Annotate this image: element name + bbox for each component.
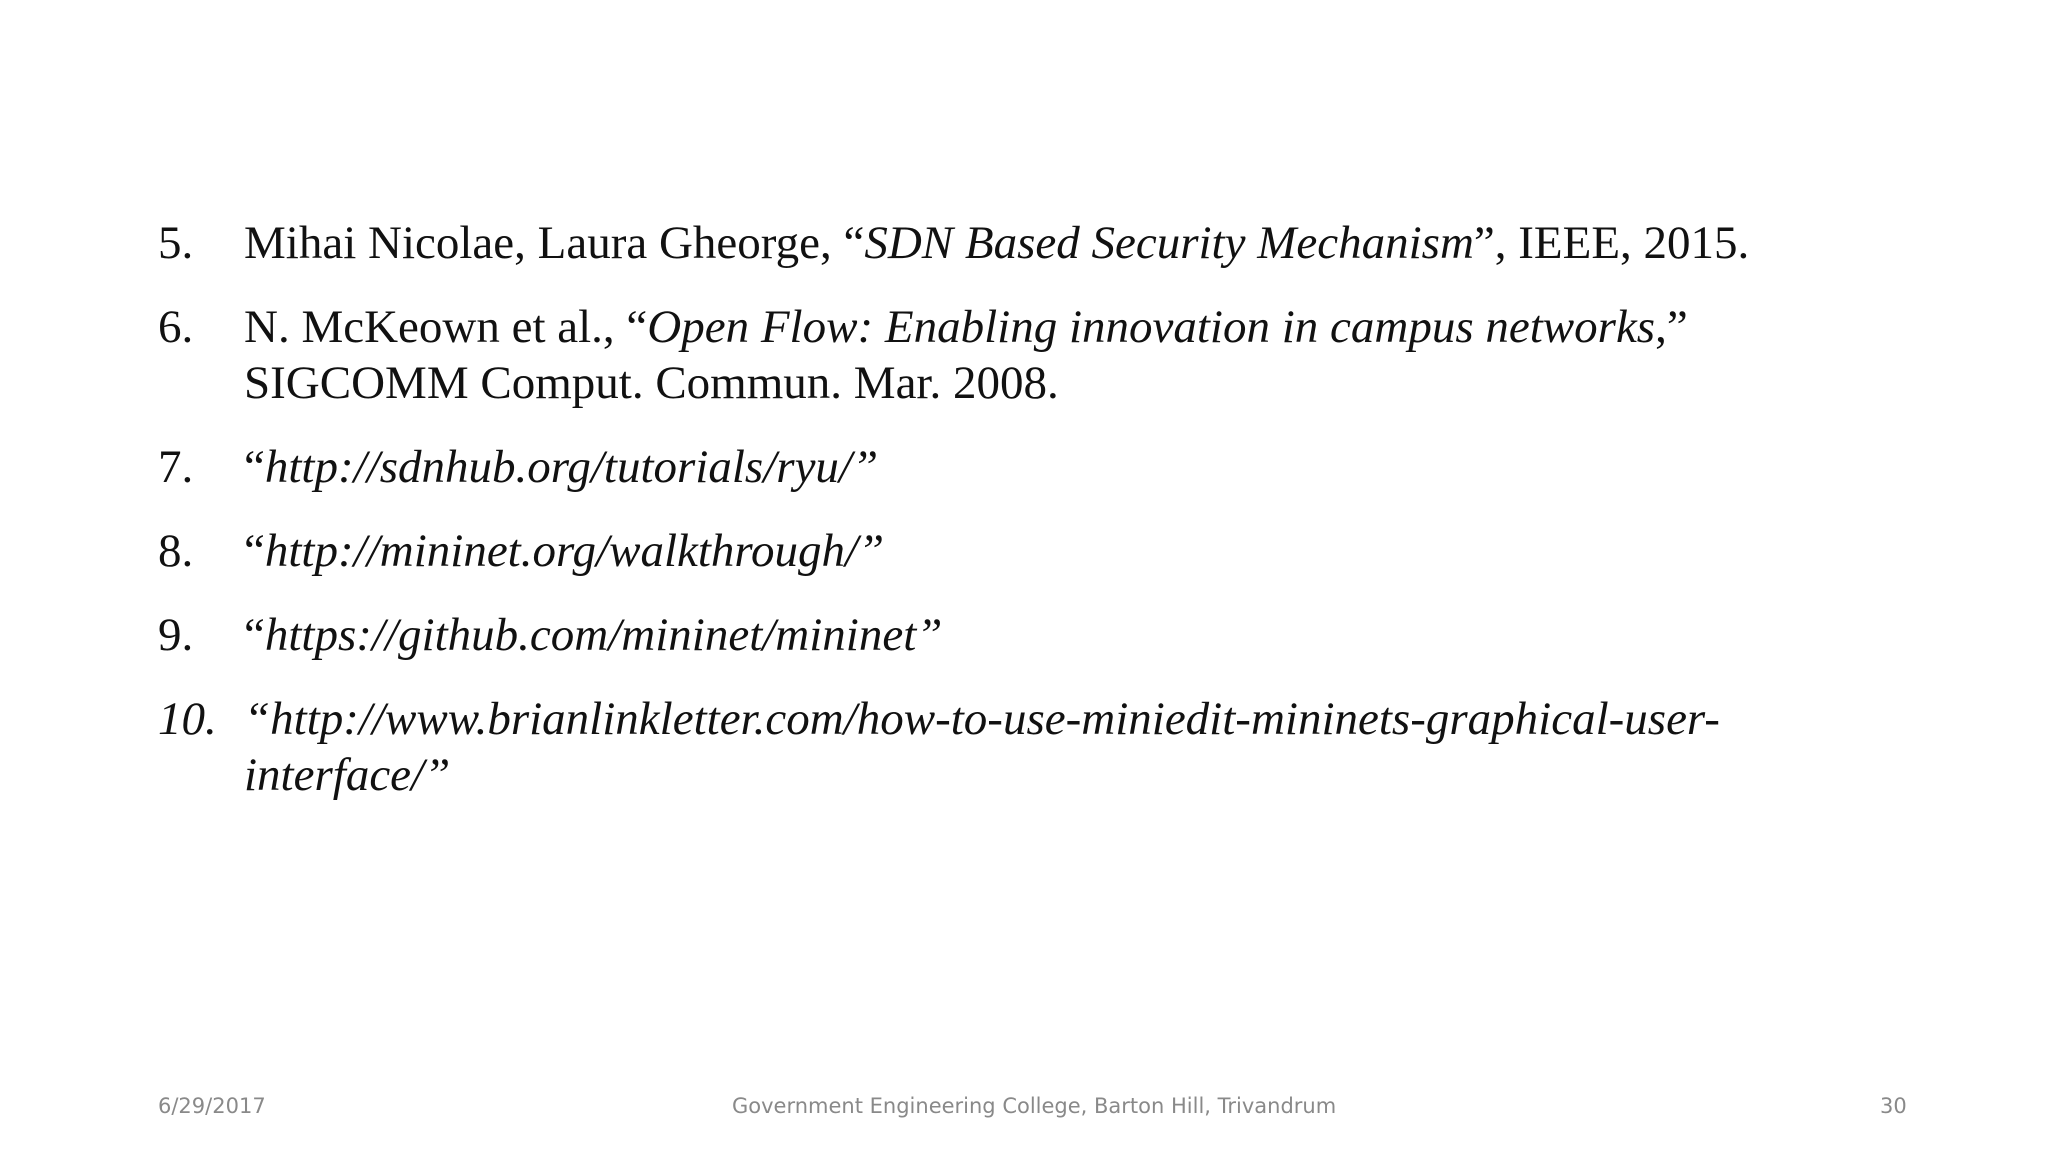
- reference-url: “http://www.brianlinkletter.com/how-to-use-miniedit-mininets-graphical-user-interface/”: [244, 693, 1720, 801]
- reference-item-7: [158, 439, 1918, 495]
- reference-url: http://mininet.org/walkthrough/”: [264, 525, 885, 577]
- reference-item-6: [158, 299, 1918, 411]
- footer-date: 6/29/2017: [158, 1094, 266, 1118]
- reference-text: “: [244, 609, 265, 661]
- reference-number: 9.: [158, 609, 194, 661]
- reference-number: 8.: [158, 525, 194, 577]
- reference-text: “: [244, 441, 265, 493]
- reference-url: http://sdnhub.org/tutorials/ryu/”: [264, 441, 879, 493]
- reference-number: 5.: [158, 217, 194, 269]
- reference-text: N. McKeown et al., “: [244, 301, 648, 353]
- reference-item-10: [158, 691, 1918, 803]
- reference-item-5: [158, 215, 1918, 271]
- reference-text: Mihai Nicolae, Laura Gheorge, “: [244, 217, 865, 269]
- slide-number: 30: [1880, 1094, 1907, 1118]
- reference-title: Open Flow: Enabling innovation in campus networks: [647, 301, 1656, 353]
- footer-institution: Government Engineering College, Barton Hill, Trivandrum: [732, 1094, 1337, 1118]
- reference-item-8: [158, 523, 1918, 579]
- reference-text: ”, IEEE, 2015.: [1473, 217, 1750, 269]
- reference-title: SDN Based Security Mechanism: [864, 217, 1474, 269]
- reference-number: 7.: [158, 441, 194, 493]
- reference-text: “: [244, 525, 265, 577]
- reference-number: 10.: [158, 693, 217, 745]
- reference-item-9: [158, 607, 1918, 663]
- reference-url: https://github.com/mininet/mininet”: [264, 609, 943, 661]
- reference-list: [158, 215, 1918, 831]
- reference-text: ,” SIGCOMM Comput. Commun. Mar. 2008.: [244, 301, 1688, 409]
- reference-number: 6.: [158, 301, 194, 353]
